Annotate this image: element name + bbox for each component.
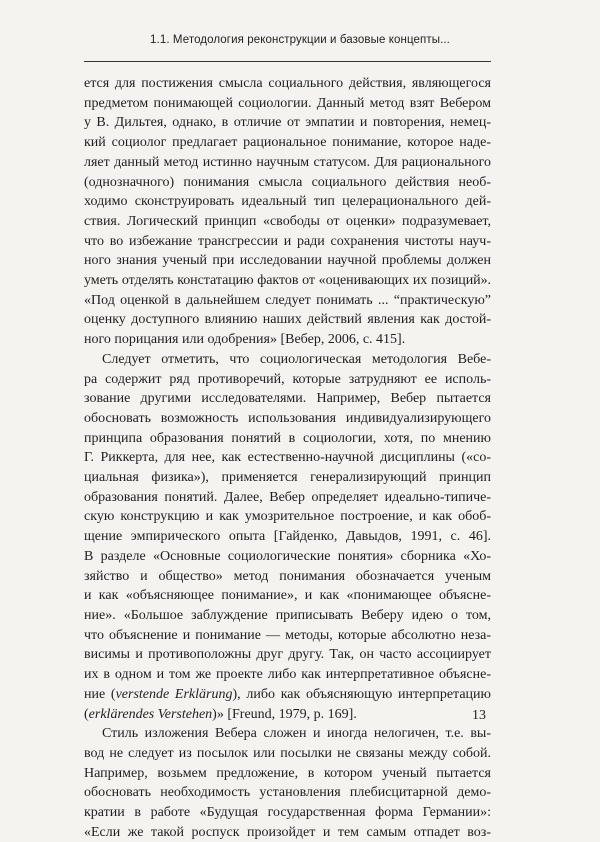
text-line: «Под оценкой в дальнейшем следует понимать ... “практическую” (84, 292, 491, 308)
text-line: Например, возьмем предложение, в котором ученый пытается (84, 765, 491, 781)
text-line: обосновать возможность использования индивидуализирующего (84, 410, 491, 426)
text-line: Следует отметить, что социологическая методология Вебе- (102, 351, 491, 367)
text-line (84, 685, 491, 705)
text-line: образования понятий. Далее, Вебер определяет идеально-типиче- (84, 489, 491, 505)
text-line: зование другими исследователями. Например, Вебер пытается (84, 391, 491, 407)
text-run: ние ( (84, 686, 116, 702)
paragraph-1 (84, 74, 491, 350)
text-line: у В. Дильтея, однако, в отличие от эмпатии и повторения, немец- (84, 115, 491, 131)
text-line: ра содержит ряд противоречий, которые затрудняют ее исполь- (84, 371, 491, 387)
text-line: кий социолог предлагает рациональное понимание, которое наде- (84, 135, 491, 151)
text-line: В разделе «Основные социологические понятия» сборника «Хо- (84, 548, 491, 564)
text-line: что объяснение и понимание — методы, которые абсолютно неза- (84, 627, 491, 643)
text-run: )» [Freund, 1979, p. 169]. (212, 706, 357, 722)
text-line: принципа образования понятий в социологии, хотя, по мнению (84, 430, 491, 446)
german-term: erklärendes Verstehen (88, 706, 213, 722)
text-run: ), либо как объясняющую интерпретацию (232, 686, 491, 702)
text-line (84, 705, 491, 725)
text-line: зяйство и общество» метод понимания обозначается ученым (84, 568, 491, 584)
text-line: обосновать необходимость установления плебисцитарной демо- (84, 785, 491, 801)
text-line: висимы и противоположны друг другу. Так, он часто ассоциирует (84, 647, 491, 663)
text-line: что во избежание трансгрессии и ради сохранения чистоты науч- (84, 233, 491, 249)
body-text (84, 74, 491, 842)
text-line: «Если же такой роспуск произойдет и тем самым отпадет воз- (84, 824, 491, 840)
text-line: ного знания ученый при исследовании научной проблемы должен (84, 253, 491, 269)
text-line: Стиль изложения Вебера сложен и иногда нелогичен, т.е. вы- (102, 726, 491, 742)
paragraph-3 (84, 724, 491, 842)
text-line: кратии в работе «Будущая государственная форма Германии»: (84, 805, 491, 821)
text-line: ние». «Большое заблуждение приписывать Веберу идею о том, (84, 607, 491, 623)
text-line: ется для постижения смысла социального действия, являющегося (84, 76, 491, 91)
page-number: 13 (472, 708, 486, 723)
text-line: ствия. Логический принцип «свободы от оценки» подразумевает, (84, 213, 491, 229)
text-line: циальная физика»), применяется генерализирующий принцип (84, 470, 491, 486)
text-line: оценку доступного влиянию наших действий явления как достой- (84, 312, 491, 328)
text-line: ходимо сконструировать идеальный тип целерационального дей- (84, 194, 491, 210)
paragraph-2 (84, 350, 491, 724)
header-rule (84, 61, 491, 62)
text-line: щение эмпирического опыта [Гайденко, Давыдов, 1991, с. 46]. (84, 529, 491, 545)
text-line: Г. Риккерта, для нее, как естественно-научной дисциплины («со- (84, 450, 491, 466)
text-line: и как «объясняющее понимание», и как «понимающее объясне- (84, 588, 491, 604)
text-line: ляет данный метод истинно научным статусом. Для рационального (84, 154, 491, 170)
text-line: скую конструкцию и как умозрительное построение, и как обоб- (84, 509, 491, 525)
running-header: 1.1. Методология реконструкции и базовые концепты... (150, 34, 450, 46)
text-line: (однозначного) понимания смысла социального действия необ- (84, 174, 491, 190)
text-line: вод не следует из посылок или посылки не связаны между собой. (84, 745, 491, 761)
german-term: verstende Erklärung (115, 686, 233, 702)
text-line: предметом понимающей социологии. Данный метод взят Вебером (84, 95, 491, 111)
text-run: ( (84, 706, 89, 722)
text-line: их в одном и том же проекте либо как интерпретативное объясне- (84, 667, 491, 683)
text-line: ного порицания или одобрения» [Вебер, 2006, с. 415]. (84, 332, 406, 348)
text-line: уметь отделять констатацию фактов от «оценивающих их позиций». (84, 273, 491, 289)
